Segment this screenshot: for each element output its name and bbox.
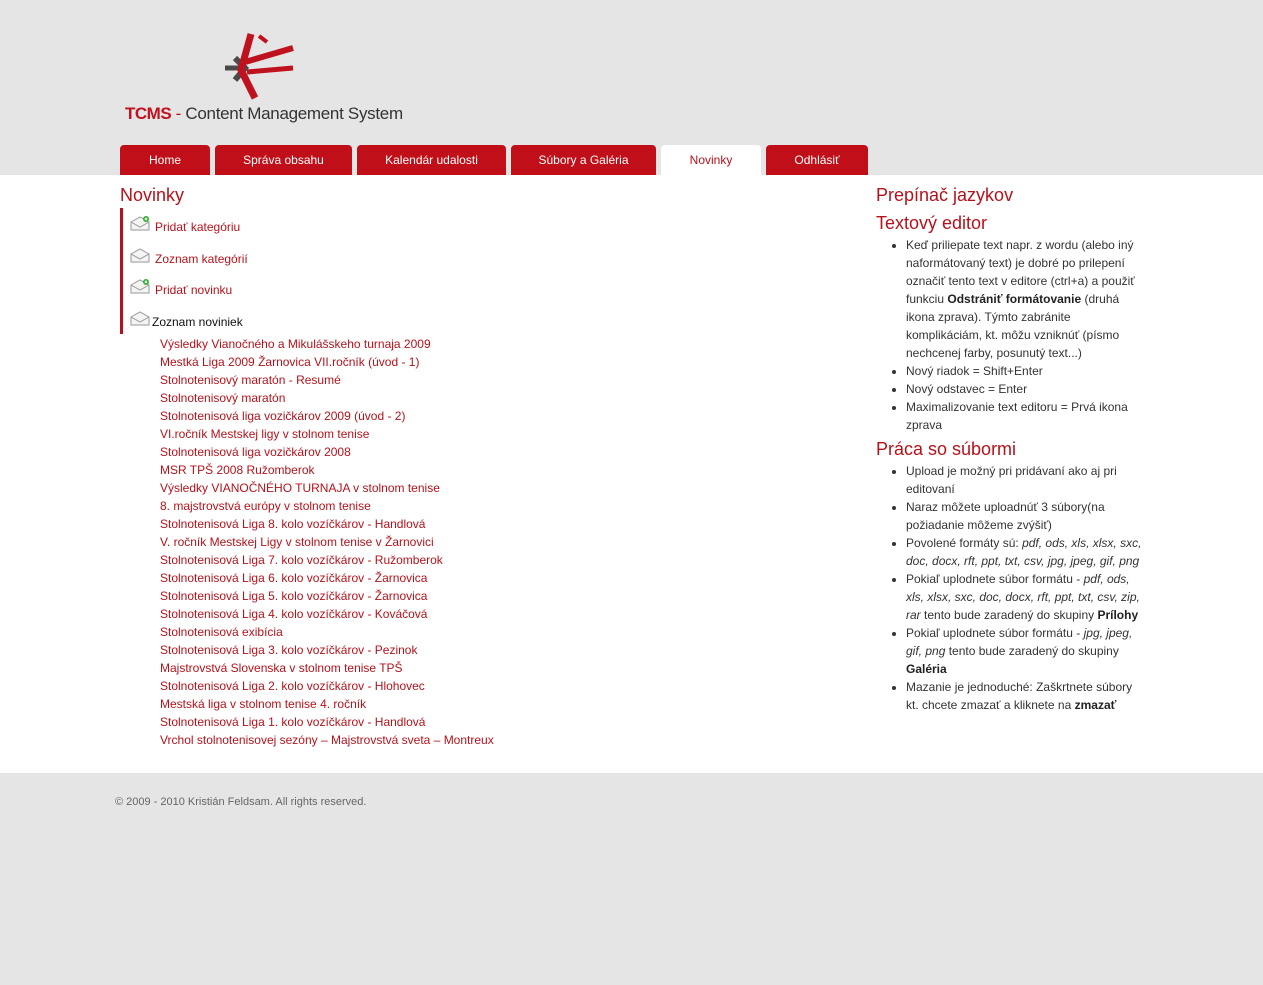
envelope-icon (130, 247, 150, 265)
news-item[interactable]: Stolnotenisová exibícia (160, 625, 283, 639)
text-editor-tips (876, 236, 1146, 434)
news-item[interactable]: Výsledky VIANOČNÉHO TURNAJA v stolnom tenise (160, 481, 440, 495)
editor-tip: • Keď priliepate text napr. z wordu (alebo iný naformátovaný text) je dobré po prilepení označiť tento text v editore (ctrl+a) a použiť funkciu Odstrániť formátovanie (druhá ikona zprava). Týmto zabránite komplikáciám, kt. môžu vzniknúť (písmo nechcenej farby, posunutý text...) (906, 236, 1146, 362)
news-item[interactable]: Stolnotenisová Liga 1. kolo vozíčkárov - Handlová (160, 715, 426, 729)
news-item[interactable]: VI.ročník Mestskej ligy v stolnom tenise (160, 427, 370, 441)
news-item[interactable]: Stolnotenisová Liga 7. kolo vozíčkárov - Ružomberok (160, 553, 443, 567)
logo-brand: TCMS (125, 104, 172, 123)
logo-name: Content Management System (185, 104, 403, 123)
editor-tip: • Maximalizovanie text editoru = Prvá ikona zprava (906, 398, 1146, 434)
files-tip: • Naraz môžete uploadnúť 3 súbory(na požiadanie môžeme zvýšiť) (906, 498, 1146, 534)
editor-tip: • Nový riadok = Shift+Enter (906, 362, 1146, 380)
logo-separator: - (175, 104, 181, 123)
files-title: Práca so súbormi (876, 439, 1017, 459)
news-item[interactable]: Stolnotenisová Liga 8. kolo vozíčkárov - Handlová (160, 517, 426, 531)
files-tip: • Pokiaľ uplodnete súbor formátu - jpg, jpeg, gif, png tento bude zaradený do skupiny Galéria (906, 624, 1146, 678)
section-menu (120, 208, 543, 334)
page-title: Novinky (120, 185, 185, 205)
language-switcher-title: Prepínač jazykov (876, 185, 1014, 205)
menu-item-label: Zoznam kategórií (155, 252, 248, 266)
news-item[interactable]: MSR TPŠ 2008 Ružomberok (160, 463, 315, 477)
news-item[interactable]: Mestká Liga 2009 Žarnovica VII.ročník (úvod - 1) (160, 355, 420, 369)
menu-item-label: Pridať novinku (155, 283, 233, 297)
envelope-add-icon (130, 278, 150, 296)
tab-novinky[interactable]: Novinky (661, 145, 761, 175)
news-item[interactable]: Stolnotenisová liga vozičkárov 2009 (úvod - 2) (160, 409, 406, 423)
news-item[interactable]: Stolnotenisová liga vozičkárov 2008 (160, 445, 351, 459)
envelope-add-icon (130, 215, 150, 233)
news-item[interactable]: Stolnotenisová Liga 2. kolo vozíčkárov - Hlohovec (160, 679, 425, 693)
menu-item-label: Pridať kategóriu (155, 220, 241, 234)
files-tips (876, 462, 1146, 714)
news-item[interactable]: Mestská liga v stolnom tenise 4. ročník (160, 697, 367, 711)
tab-odhlasit[interactable]: Odhlásiť (766, 145, 868, 175)
text-editor-title: Textový editor (876, 213, 988, 233)
news-item[interactable]: Stolnotenisový maratón - Resumé (160, 373, 341, 387)
tab-sprava-obsahu[interactable]: Správa obsahu (215, 145, 352, 175)
menu-item-label: Zoznam noviniek (152, 315, 243, 329)
files-tip: • Upload je možný pri pridávaní ako aj pri editovaní (906, 462, 1146, 498)
news-item[interactable]: Vrchol stolnotenisovej sezóny – Majstrovstvá sveta – Montreux (160, 733, 494, 747)
news-item[interactable]: Stolnotenisová Liga 4. kolo vozíčkárov - Kováčová (160, 607, 428, 621)
footer-copyright: © 2009 - 2010 Kristián Feldsam. All rights reserved. (115, 796, 367, 808)
files-tip: • Mazanie je jednoduché: Zaškrtnete súbory kt. chcete zmazať a kliknete na zmazať (906, 678, 1146, 714)
news-item[interactable]: 8. majstrovstvá európy v stolnom tenise (160, 499, 371, 513)
logo-text (125, 104, 403, 124)
news-list (160, 335, 494, 749)
news-item[interactable]: V. ročník Mestskej Ligy v stolnom tenise v Žarnovici (160, 535, 434, 549)
tab-home[interactable]: Home (120, 145, 210, 175)
news-item[interactable]: Stolnotenisová Liga 6. kolo vozíčkárov - Žarnovica (160, 571, 428, 585)
envelope-icon (130, 310, 150, 328)
header (0, 0, 1263, 175)
news-item[interactable]: Stolnotenisová Liga 3. kolo vozíčkárov - Pezinok (160, 643, 418, 657)
files-tip: • Povolené formáty sú: pdf, ods, xls, xlsx, sxc, doc, docx, rft, ppt, txt, csv, jpg, jpeg, gif, png (906, 534, 1146, 570)
files-tip: • Pokiaľ uplodnete súbor formátu - pdf, ods, xls, xlsx, sxc, doc, docx, rft, ppt, txt, csv, zip, rar tento bude zaradený do skupiny Prílohy (906, 570, 1146, 624)
news-item[interactable]: Majstrovstvá Slovenska v stolnom tenise TPŠ (160, 661, 403, 675)
tab-kalendar-udalosti[interactable]: Kalendár udalosti (357, 145, 506, 175)
tcms-logo-mark-icon (215, 30, 395, 105)
news-item[interactable]: Stolnotenisový maratón (160, 391, 286, 405)
news-item[interactable]: Stolnotenisová Liga 5. kolo vozíčkárov - Žarnovica (160, 589, 428, 603)
tab-subory-a-galeria[interactable]: Súbory a Galéria (511, 145, 656, 175)
logo[interactable] (120, 30, 403, 130)
editor-tip: • Nový odstavec = Enter (906, 380, 1146, 398)
news-item[interactable]: Výsledky Vianočného a Mikulášskeho turnaja 2009 (160, 337, 431, 351)
